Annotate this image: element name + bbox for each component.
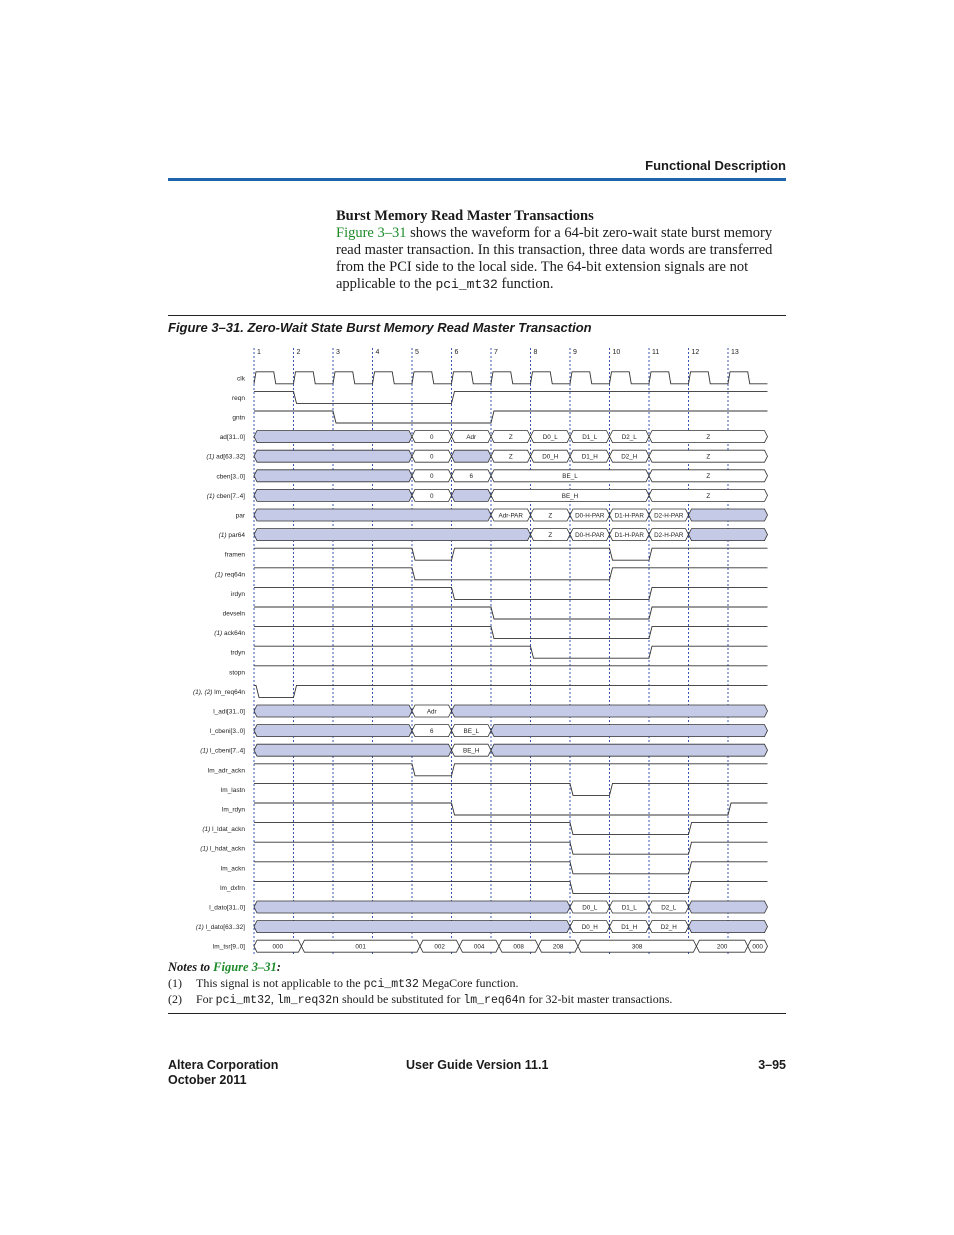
clock-number: 3 (336, 349, 340, 356)
signal-label (231, 591, 245, 598)
signal-name: l_dato[63..32] (205, 924, 245, 932)
signal-label (221, 787, 246, 794)
signal-name: req64n (224, 571, 245, 579)
note-2-number: (2) (168, 992, 182, 1006)
bus-segment (254, 431, 412, 443)
signal-waveform (254, 411, 768, 423)
note-1-code: pci_mt32 (363, 977, 419, 991)
signal-waveform (254, 646, 768, 658)
signal-note: (1) (215, 571, 225, 579)
bus-value: 208 (552, 943, 564, 951)
notes-bottom-rule (168, 1013, 786, 1014)
signal-label (231, 650, 246, 657)
signal-waveform (254, 823, 768, 835)
signal-note: (1) (200, 845, 210, 853)
bus-segment (689, 509, 768, 521)
clock-number: 7 (494, 349, 498, 356)
bus-value: 0 (429, 453, 434, 461)
bus-segment (452, 489, 492, 501)
clock-number: 4 (375, 349, 380, 356)
bus-value: 000 (752, 943, 763, 951)
bus-value: D1_H (581, 453, 598, 461)
bus-value: 6 (469, 473, 474, 481)
clock-number: 9 (573, 349, 577, 356)
signal-name: lm_tsr[9..0] (212, 943, 245, 951)
signal-note: (1) (218, 532, 229, 540)
bus-value: D2_L (621, 434, 637, 441)
bus-value: 000 (272, 943, 283, 951)
signal-name: lm_lastn (220, 786, 245, 794)
clock-number: 8 (533, 349, 538, 356)
footer-date: October 2011 (168, 1073, 247, 1087)
signal-waveform (254, 587, 768, 599)
waveform-diagram (168, 340, 786, 955)
bus-segment (491, 744, 768, 756)
signal-name: par (235, 512, 245, 520)
bus-value: Z (706, 434, 711, 441)
bus-segment (689, 901, 768, 913)
note-2-code-2: lm_req32n (276, 994, 340, 1007)
bus-value: 0 (429, 434, 434, 441)
signal-note: (1), (2) (192, 688, 215, 696)
bus-value: D2_L (661, 904, 677, 912)
signal-waveform (254, 391, 768, 403)
signal-label (237, 375, 246, 382)
notes-figure-link[interactable]: Figure 3–31 (213, 960, 277, 974)
note-2-b: , (270, 992, 277, 1006)
bus-segment (254, 744, 452, 756)
signal-label (232, 415, 245, 422)
bus-value: 200 (716, 943, 728, 951)
signal-label (219, 532, 246, 539)
bus-segment (254, 921, 570, 933)
signal-note: (1) (202, 826, 213, 834)
signal-name: l_cbeni[3..0] (209, 728, 245, 736)
bus-value: Z (706, 453, 711, 461)
signal-waveform (254, 803, 768, 815)
signal-label (229, 669, 245, 676)
clock-number: 1 (257, 349, 261, 356)
signal-label (210, 728, 245, 735)
figure-top-rule (168, 315, 786, 316)
bus-value: D0_L (582, 904, 598, 912)
footer-page-number: 3–95 (758, 1058, 786, 1072)
signal-name: trdyn (230, 649, 245, 657)
signal-note: (1) (206, 492, 217, 500)
bus-value: 002 (434, 943, 445, 951)
signal-label (215, 571, 245, 578)
bus-value: Z (508, 453, 513, 461)
note-2-c: should be substituted for (339, 992, 464, 1006)
signal-waveform (254, 862, 768, 874)
bus-value: Z (706, 473, 711, 481)
signal-label (200, 748, 245, 755)
clock-number: 2 (296, 349, 301, 356)
signal-label (207, 493, 245, 500)
bus-value: BE_L (463, 728, 479, 735)
figure-notes (168, 960, 786, 1009)
signal-waveform (254, 568, 768, 580)
bus-value: D0_L (542, 434, 558, 441)
bus-value: D1_L (621, 904, 637, 912)
signal-name: ack64n (224, 630, 245, 638)
bus-value: D1_L (582, 434, 598, 441)
clock-waveform (254, 372, 768, 384)
signal-label (220, 434, 245, 441)
bus-value: Adr-PAR (498, 512, 523, 520)
signal-waveform (254, 842, 768, 854)
figure-caption: Figure 3–31. Zero-Wait State Burst Memory Read Master Transaction (168, 320, 592, 335)
signal-label (213, 944, 245, 951)
header-rule (168, 178, 786, 181)
bus-segment (254, 489, 412, 501)
signal-note: (1) (206, 453, 217, 461)
bus-value: D2-H-PAR (654, 512, 684, 520)
signal-waveform (254, 783, 768, 795)
bus-value: Z (706, 492, 711, 500)
signal-name: clk (237, 375, 245, 383)
footer-company: Altera Corporation (168, 1058, 279, 1072)
signal-waveform (254, 607, 768, 619)
figure-link[interactable]: Figure 3–31 (336, 225, 407, 241)
notes-heading-prefix: Notes to (168, 960, 214, 974)
bus-segment (452, 450, 492, 462)
note-2-code-1: pci_mt32 (215, 994, 271, 1007)
signal-name: devseln (222, 610, 245, 618)
bus-value: 0 (429, 492, 434, 500)
clock-number: 12 (691, 349, 700, 356)
signal-label (193, 689, 245, 696)
signal-note: (1) (200, 747, 210, 755)
bus-segment (254, 725, 412, 737)
signal-name: reqn (231, 394, 245, 402)
bus-value: BE_H (463, 747, 480, 755)
signal-label (221, 865, 246, 872)
signal-label (222, 807, 246, 814)
clock-number: 10 (612, 349, 621, 356)
running-header: Functional Description (645, 158, 786, 173)
bus-value: BE_L (562, 473, 578, 481)
bus-value: D1_H (621, 924, 638, 931)
signal-name: l_hdat_ackn (209, 845, 245, 853)
signal-waveform (254, 764, 768, 776)
note-1-number: (1) (168, 975, 182, 990)
signal-label (213, 709, 245, 716)
signal-name: l_adi[31..0] (213, 708, 245, 716)
signal-name: irdyn (230, 590, 245, 598)
signal-label (223, 611, 246, 618)
signal-name: lm_ackn (220, 865, 245, 873)
signal-label (232, 395, 245, 402)
signal-name: par64 (228, 532, 245, 540)
bus-segment (452, 705, 768, 717)
paragraph-tail: function. (497, 276, 554, 292)
note-2-text (196, 992, 672, 1009)
clock-number: 11 (652, 349, 660, 356)
signal-waveform (254, 548, 768, 560)
bus-value: Z (508, 434, 513, 441)
bus-value: D2-H-PAR (654, 532, 684, 539)
bus-value: Z (548, 512, 553, 520)
bus-value: Z (548, 532, 553, 539)
clock-number: 5 (415, 349, 419, 356)
bus-value: 004 (473, 943, 485, 951)
bus-value: D1-H-PAR (614, 512, 644, 520)
signal-name: cben[7..4] (216, 492, 245, 500)
signal-note: (1) (195, 924, 206, 932)
bus-value: 6 (429, 728, 434, 735)
note-2-d: for 32-bit master transactions. (525, 992, 673, 1006)
bus-segment (491, 725, 768, 737)
bus-value: 308 (631, 943, 643, 951)
note-1-a: This signal is not applicable to the (196, 975, 364, 990)
signal-label (200, 846, 245, 853)
signal-name: l_ldat_ackn (212, 826, 245, 834)
note-2-a: For (196, 992, 216, 1006)
signal-waveform (254, 685, 768, 697)
signal-label (206, 454, 245, 461)
note-2-code-3: lm_req64n (463, 994, 526, 1007)
bus-segment (254, 529, 531, 541)
section-block (336, 208, 788, 293)
footer-left (168, 1058, 278, 1088)
bus-segment (254, 509, 491, 521)
signal-note: (1) (214, 630, 225, 638)
signal-name: lm_req64n (214, 688, 245, 696)
bus-value: D1-H-PAR (614, 532, 644, 539)
bus-value: Adr (466, 434, 477, 441)
signal-label (202, 826, 245, 833)
signal-name: ad[31..0] (219, 434, 245, 442)
signal-name: gntn (232, 414, 245, 422)
bus-value: 0 (429, 473, 434, 481)
signal-waveform (254, 627, 768, 639)
note-1-b: MegaCore function. (418, 975, 519, 990)
code-pci-mt32: pci_mt32 (435, 277, 498, 292)
bus-value: D0-H-PAR (575, 512, 605, 520)
signal-name: cben[3..0] (216, 473, 245, 481)
signal-label (236, 513, 246, 520)
bus-value: D0_H (581, 924, 598, 931)
bus-value: 008 (513, 943, 524, 951)
signal-name: lm_dxfrn (220, 884, 245, 892)
bus-segment (689, 921, 768, 933)
signal-name: l_cbeni[7..4] (209, 747, 245, 755)
signal-name: stopn (229, 669, 245, 677)
signal-label (225, 552, 246, 559)
signal-waveform (254, 881, 768, 893)
bus-segment (254, 470, 412, 482)
bus-value: D2_H (621, 453, 638, 461)
signal-label (208, 767, 246, 774)
notes-heading-suffix: : (276, 960, 281, 974)
signal-label (216, 473, 245, 480)
footer-guide-version: User Guide Version 11.1 (406, 1058, 549, 1072)
signal-label (220, 885, 245, 892)
bus-value: 001 (355, 943, 366, 951)
signal-label (214, 630, 245, 637)
section-paragraph (336, 225, 788, 293)
signal-name: l_dato[31..0] (209, 904, 245, 912)
bus-value: D0_H (542, 453, 559, 461)
signal-name: lm_adr_ackn (207, 767, 245, 775)
signal-name: lm_rdyn (221, 806, 245, 814)
signal-label (209, 905, 245, 912)
bus-segment (254, 450, 412, 462)
bus-value: Adr (426, 708, 437, 716)
note-1-text (196, 976, 519, 993)
bus-value: D0-H-PAR (575, 532, 605, 539)
signal-name: framen (224, 551, 245, 559)
bus-segment (254, 901, 570, 913)
section-heading: Burst Memory Read Master Transactions (336, 208, 594, 224)
note-1 (168, 976, 786, 993)
bus-segment (254, 705, 412, 717)
note-2 (168, 992, 786, 1009)
signal-label (196, 924, 245, 931)
bus-segment (689, 529, 768, 541)
notes-heading (168, 960, 786, 975)
clock-number: 13 (731, 349, 739, 356)
signal-name: ad[63..32] (216, 453, 245, 461)
clock-number: 6 (454, 349, 459, 356)
bus-value: D2_H (660, 924, 677, 931)
paragraph-body: shows the waveform for a 64-bit zero-wait state burst memory read master transaction. In this transaction, three data words are transferred from the PCI side to the local side. The 64-bit extension signals are not applicable to the (336, 225, 773, 292)
bus-value: BE_H (561, 492, 579, 500)
